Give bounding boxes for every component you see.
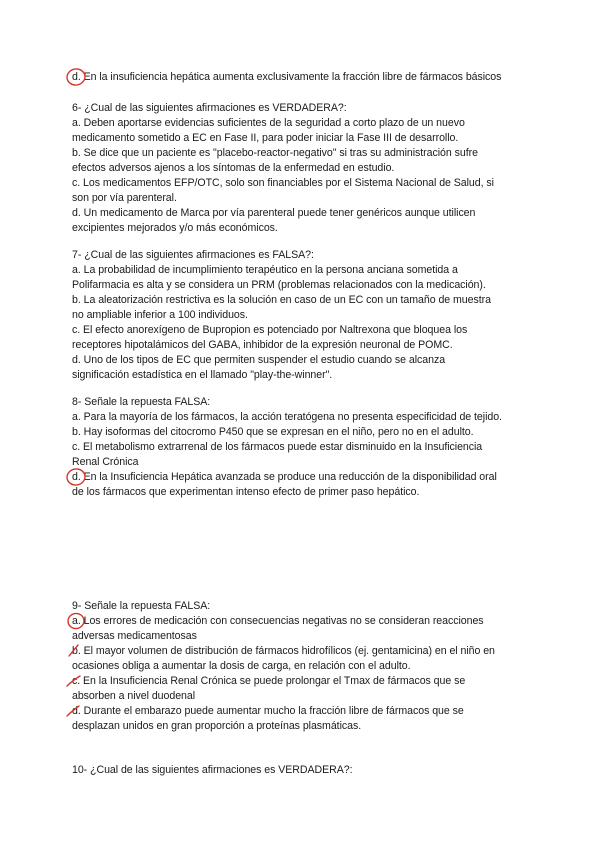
q9-option-b-cont: ocasiones obliga a aumentar la dosis de carga, en relación con el adulto.: [72, 660, 411, 672]
q9-option-c-cont: absorben a nivel duodenal: [72, 690, 196, 702]
q7-option-a: a. La probabilidad de incumplimiento terapéutico en la persona anciana sometida a: [72, 264, 458, 276]
q8-option-c-cont: Renal Crónica: [72, 456, 139, 468]
q8-option-d-cont: de los fármacos que experimentan intenso efecto de primer paso hepático.: [72, 486, 420, 498]
q6-option-c: c. Los medicamentos EFP/OTC, solo son financiables por el Sistema Nacional de Salud, si: [72, 177, 494, 189]
q7-option-c: c. El efecto anorexígeno de Bupropion es potenciado por Naltrexona que bloquea los: [72, 324, 468, 336]
q9-option-b: b. El mayor volumen de distribución de fármacos hidrofílicos (ej. gentamicina) en el niño en: [72, 645, 495, 657]
q6-option-c-cont: son por vía parenteral.: [72, 192, 177, 204]
answer-line: d. En la insuficiencia hepática aumenta exclusivamente la fracción libre de fármacos básicos: [72, 71, 502, 83]
q8-option-a: a. Para la mayoría de los fármacos, la acción teratógena no presenta especificidad de tejido.: [72, 411, 502, 423]
q6-option-a: a. Deben aportarse evidencias suficientes de la seguridad a corto plazo de un nuevo: [72, 117, 465, 129]
q9-option-a: a. Los errores de medicación con consecuencias negativas no se consideran reacciones: [72, 615, 484, 627]
q6-option-b-cont: efectos adversos ajenos a los síntomas de la enfermedad en estudio.: [72, 162, 395, 174]
q7-option-b: b. La aleatorización restrictiva es la solución en caso de un EC con un tamaño de muestra: [72, 294, 491, 306]
q7-option-b-cont: no ampliable inferior a 100 individuos.: [72, 309, 248, 321]
q6-option-b: b. Se dice que un paciente es "placebo-reactor-negativo" si tras su administración sufre: [72, 147, 478, 159]
q9-option-a-cont: adversas medicamentosas: [72, 630, 197, 642]
q6-option-a-cont: medicamento sometido a EC en Fase II, para poder iniciar la Fase III de desarrollo.: [72, 132, 459, 144]
q9-option-d-cont: desplazan unidos en gran proporción a proteínas plasmáticas.: [72, 720, 362, 732]
question-7-title: 7- ¿Cual de las siguientes afirmaciones es FALSA?:: [72, 249, 314, 261]
q6-option-d: d. Un medicamento de Marca por vía parenteral puede tener genéricos aunque utilicen: [72, 207, 476, 219]
q8-option-c: c. El metabolismo extrarrenal de los fármacos puede estar disminuido en la Insuficiencia: [72, 441, 483, 453]
q7-option-d-cont: significación estadística en el llamado "play-the-winner".: [72, 369, 333, 381]
q9-option-c: c. En la Insuficiencia Renal Crónica se puede prolongar el Tmax de fármacos que se: [72, 675, 466, 687]
q9-option-d: d. Durante el embarazo puede aumentar mucho la fracción libre de fármacos que se: [72, 705, 464, 717]
q7-option-c-cont: receptores hipotalámicos del GABA, inhibidor de la expresión neuronal de POMC.: [72, 339, 453, 351]
question-6-title: 6- ¿Cual de las siguientes afirmaciones es VERDADERA?:: [72, 102, 347, 114]
question-9-title: 9- Señale la repuesta FALSA:: [72, 600, 211, 612]
q7-option-d: d. Uno de los tipos de EC que permiten suspender el estudio cuando se alcanza: [72, 354, 446, 366]
q7-option-a-cont: Polifarmacia es alta y se considera un PRM (problemas relacionados con la medicación).: [72, 279, 486, 291]
question-8-title: 8- Señale la repuesta FALSA:: [72, 396, 211, 408]
q6-option-d-cont: excipientes mejorados y/o más económicos.: [72, 222, 278, 234]
q8-option-d: d. En la Insuficiencia Hepática avanzada se produce una reducción de la disponibilidad oral: [72, 471, 497, 483]
q8-option-b: b. Hay isoformas del citocromo P450 que se expresan en el niño, pero no en el adulto.: [72, 426, 474, 438]
question-10-title: 10- ¿Cual de las siguientes afirmaciones es VERDADERA?:: [72, 764, 353, 776]
